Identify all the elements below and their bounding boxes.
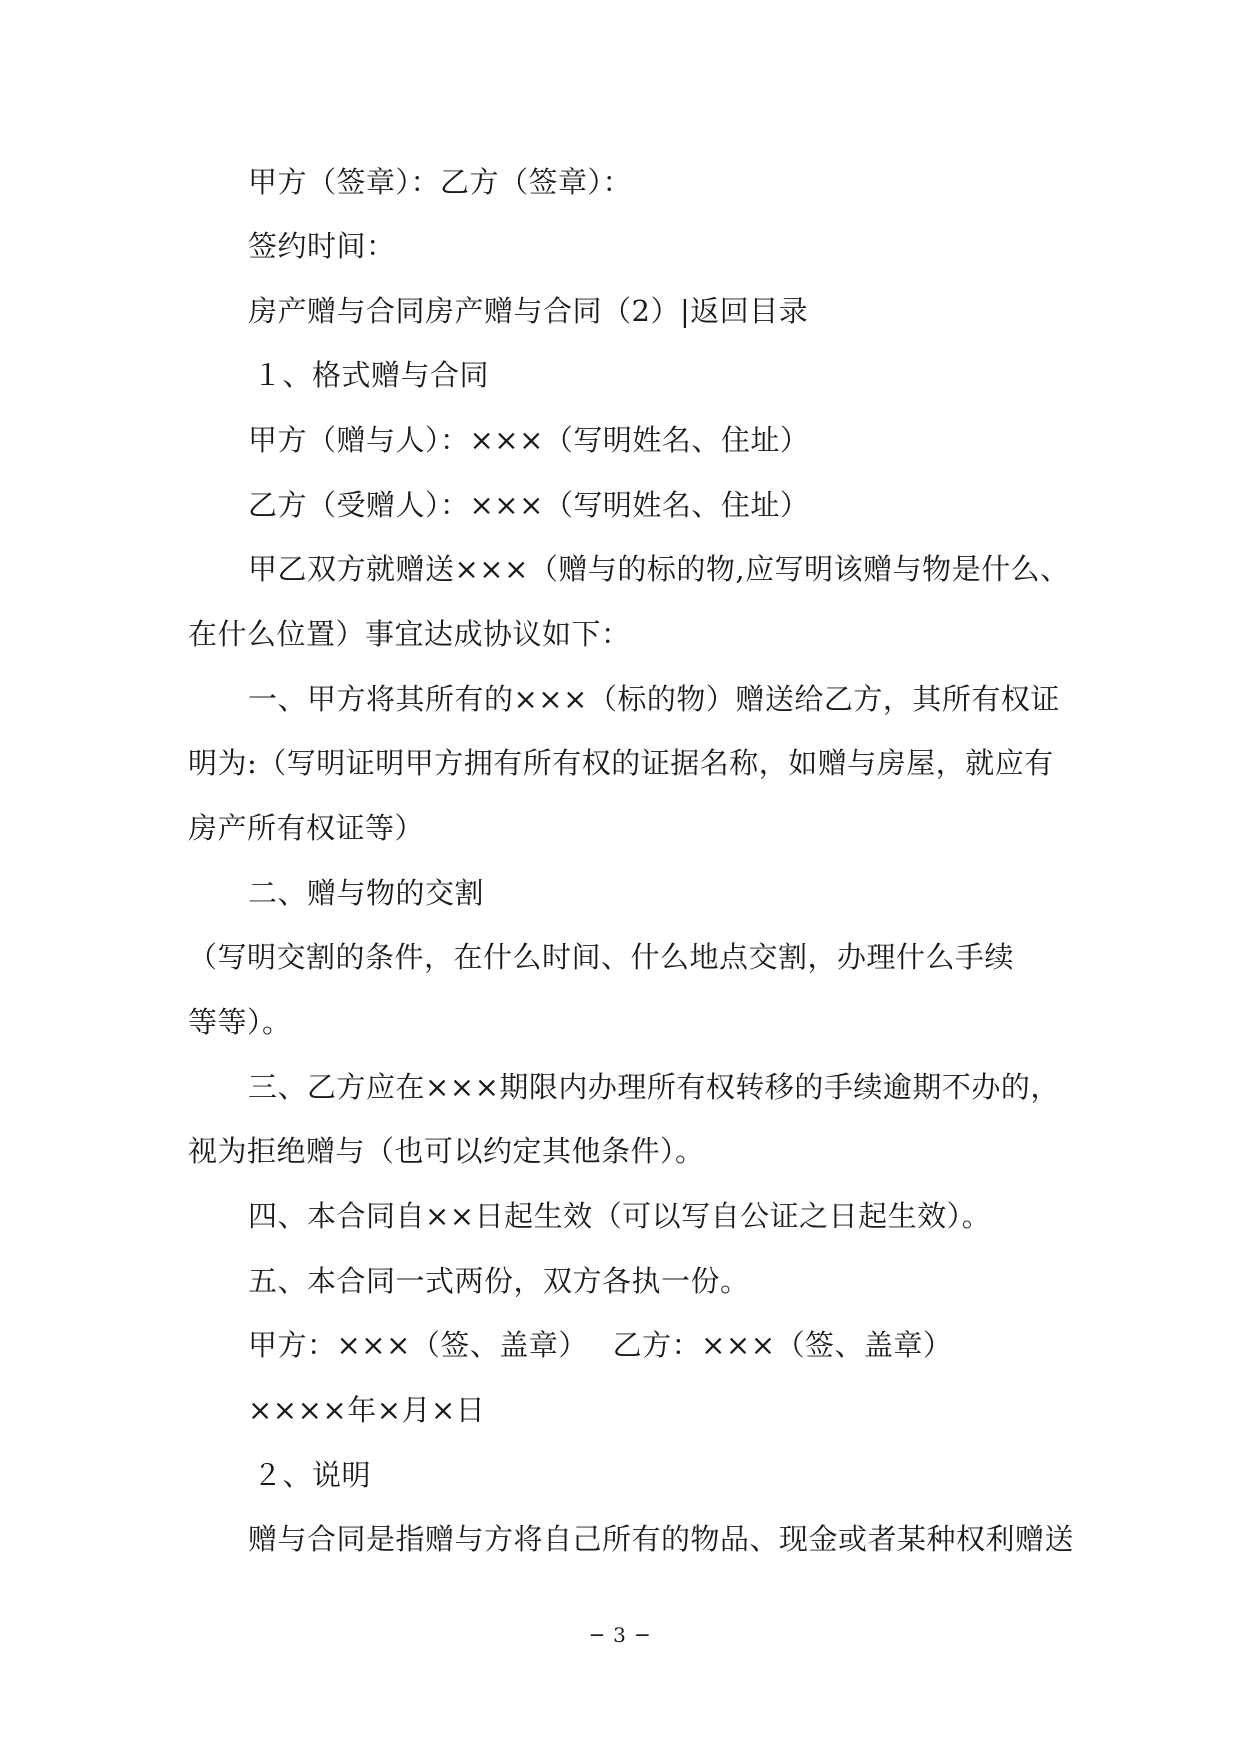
clause-one-continuation: 明为:（写明证明甲方拥有所有权的证据名称，如赠与房屋，就应有 [188, 746, 1054, 780]
clause-two-body-continuation: 等等）。 [188, 1005, 292, 1039]
agreement-intro-continuation: 在什么位置）事宜达成协议如下： [188, 617, 631, 651]
agreement-intro-line: 甲乙双方就赠送×××（赠与的标的物,应写明该赠与物是什么、 [248, 552, 1070, 586]
clause-four-line: 四、本合同自××日起生效（可以写自公证之日起生效）。 [248, 1199, 992, 1233]
subheading-format-contract: １、格式赠与合同 [253, 358, 490, 392]
section-heading-link-line: 房产赠与合同房产赠与合同（2）|返回目录 [248, 294, 809, 328]
clause-one-continuation-2: 房产所有权证等） [188, 811, 425, 845]
clause-three-continuation: 视为拒绝赠与（也可以约定其他条件）。 [188, 1134, 705, 1168]
subheading-explanation: ２、说明 [253, 1458, 372, 1492]
party-signature-line: 甲方：×××（签、盖章） 乙方：×××（签、盖章） [248, 1328, 953, 1362]
explanation-body-line: 赠与合同是指赠与方将自己所有的物品、现金或者某种权利赠送 [248, 1522, 1075, 1556]
party-b-line: 乙方（受赠人）：×××（写明姓名、住址） [248, 488, 810, 522]
party-a-line: 甲方（赠与人）：×××（写明姓名、住址） [248, 423, 810, 457]
date-line: ××××年×月×日 [248, 1393, 486, 1427]
clause-three-line: 三、乙方应在×××期限内办理所有权转移的手续逾期不办的， [248, 1070, 1060, 1104]
signing-date-line: 签约时间： [248, 229, 396, 263]
clause-two-body: （写明交割的条件，在什么时间、什么地点交割，办理什么手续 [188, 940, 1015, 974]
clause-five-line: 五、本合同一式两份，双方各执一份。 [248, 1264, 750, 1298]
signature-line: 甲方（签章）：乙方（签章）： [248, 165, 633, 199]
clause-two-heading: 二、赠与物的交割 [248, 876, 485, 910]
clause-one-line: 一、甲方将其所有的×××（标的物）赠送给乙方，其所有权证 [248, 682, 1060, 716]
page-number: ─ 3 ─ [590, 1623, 651, 1647]
